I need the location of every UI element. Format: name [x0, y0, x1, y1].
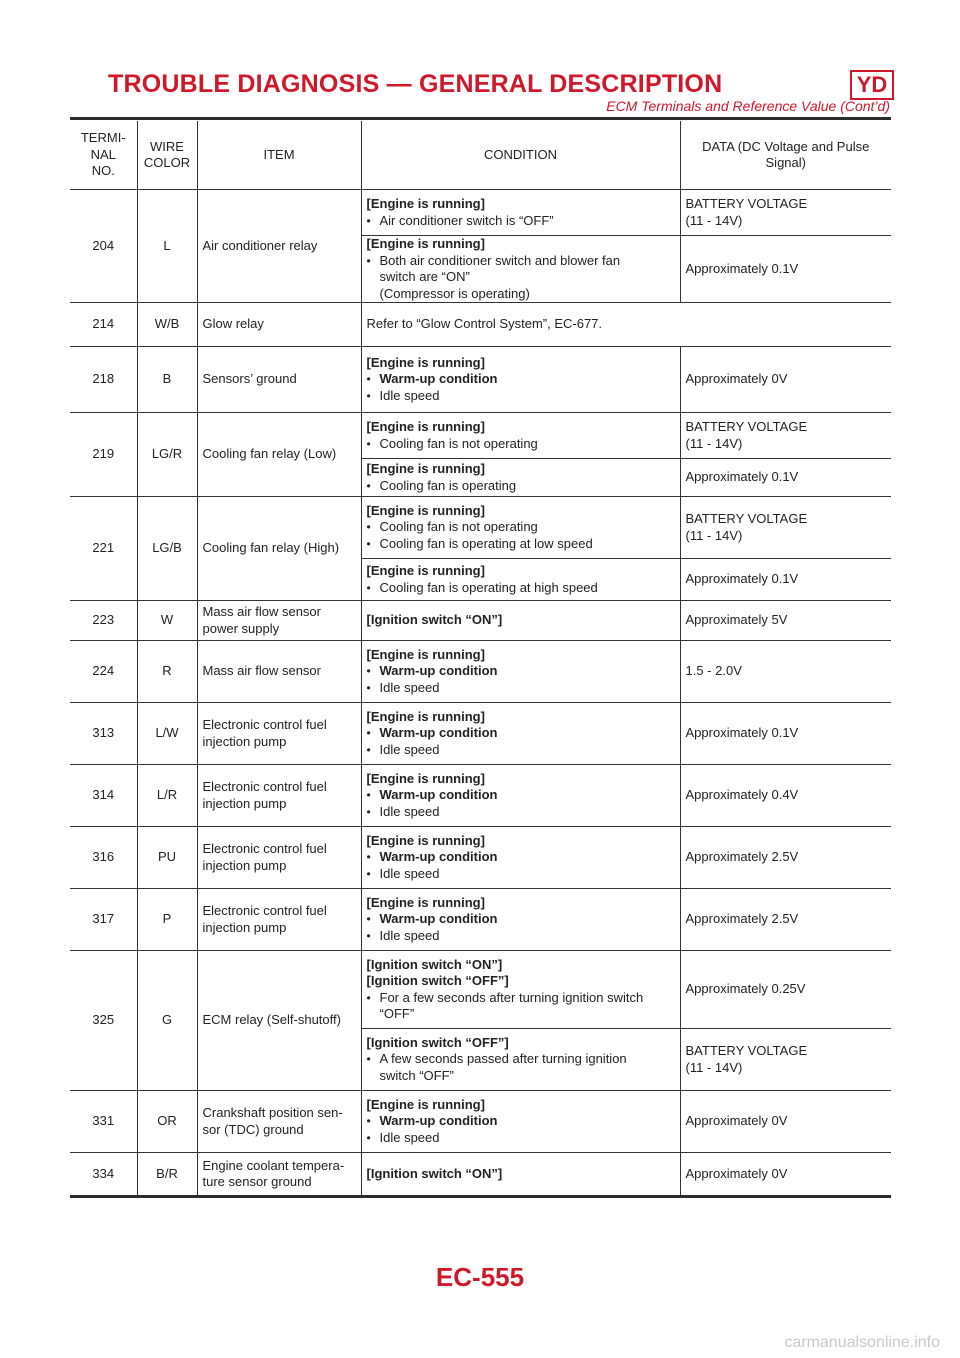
- wire-color: LG/B: [137, 497, 197, 601]
- condition-title: [Engine is running]: [366, 708, 485, 724]
- condition-cell: [361, 641, 680, 703]
- bullet-icon: •: [366, 990, 371, 1005]
- column-header-condition: CONDITION: [361, 121, 680, 190]
- condition-text: Cooling fan is operating: [379, 477, 517, 493]
- condition-bullet: [367, 1051, 675, 1084]
- condition-bullet: [367, 371, 675, 388]
- terminal-number: 204: [70, 190, 137, 303]
- header-rule: [70, 117, 891, 120]
- condition-title: [Ignition switch “ON”]: [366, 612, 503, 628]
- condition-text: Warm-up condition: [379, 787, 498, 803]
- terminal-number: 316: [70, 827, 137, 889]
- condition-text: Warm-up condition: [379, 663, 498, 679]
- condition-text: Idle speed: [379, 865, 440, 881]
- bullet-icon: •: [366, 536, 371, 551]
- condition-cell: [361, 827, 680, 889]
- condition-bullet: [367, 663, 675, 680]
- data-value: Approximately 0.1V: [680, 459, 891, 497]
- wire-color: L/R: [137, 765, 197, 827]
- item-name: ECM relay (Self-shutoff): [197, 951, 361, 1091]
- page-number: EC-555: [435, 1262, 525, 1292]
- condition-title: [Engine is running]: [366, 461, 485, 476]
- condition-title: [Engine is running]: [366, 502, 485, 518]
- condition-bullet: [367, 990, 675, 1023]
- condition-bullet: [367, 804, 675, 821]
- condition-cell: [361, 765, 680, 827]
- condition-cell: [361, 601, 680, 641]
- data-value: Approximately 0.4V: [680, 765, 891, 827]
- bullet-icon: •: [366, 726, 371, 741]
- condition-title: [Engine is running]: [366, 354, 485, 370]
- condition-bullet: [367, 787, 675, 804]
- item-name: Electronic control fuel injection pump: [197, 889, 361, 951]
- condition-bullet: [367, 866, 675, 883]
- bullet-icon: •: [366, 680, 371, 695]
- data-value: Approximately 0.25V: [680, 951, 891, 1029]
- table-header-row: [70, 121, 891, 190]
- condition-bullet: [367, 1130, 675, 1147]
- table-row: [70, 703, 891, 765]
- terminal-number: 218: [70, 347, 137, 413]
- page-subtitle: ECM Terminals and Reference Value (Cont’d): [606, 98, 890, 114]
- bullet-icon: •: [366, 850, 371, 865]
- bullet-icon: •: [366, 478, 371, 493]
- wire-color: L: [137, 190, 197, 303]
- data-value: Approximately 0V: [680, 1091, 891, 1153]
- watermark: carmanualsonline.info: [784, 1334, 940, 1351]
- terminal-number: 219: [70, 413, 137, 497]
- condition-text: Idle speed: [379, 803, 440, 819]
- condition-bullet: [367, 1113, 675, 1130]
- condition-text: Warm-up condition: [379, 849, 498, 865]
- item-name: Crankshaft position sen- sor (TDC) ground: [197, 1091, 361, 1153]
- bullet-icon: •: [366, 372, 371, 387]
- terminal-number: 317: [70, 889, 137, 951]
- table-row: [70, 190, 891, 236]
- data-value: Approximately 2.5V: [680, 889, 891, 951]
- condition-bullet: [367, 928, 675, 945]
- bullet-icon: •: [366, 1052, 371, 1067]
- bullet-icon: •: [366, 804, 371, 819]
- condition-bullet: [367, 536, 675, 553]
- condition-title: [Engine is running]: [366, 770, 485, 786]
- item-name: Cooling fan relay (High): [197, 497, 361, 601]
- condition-title: [Engine is running]: [366, 894, 485, 910]
- condition-cell: [361, 889, 680, 951]
- page-header: [0, 58, 960, 122]
- condition-cell: [361, 236, 680, 303]
- table-row: [70, 951, 891, 1029]
- terminal-number: 223: [70, 601, 137, 641]
- bullet-icon: •: [366, 664, 371, 679]
- condition-title: [Engine is running]: [366, 563, 485, 578]
- condition-cell: [361, 951, 680, 1029]
- engine-badge: YD: [850, 70, 894, 100]
- table-row: [70, 413, 891, 459]
- condition-bullet: [367, 849, 675, 866]
- condition-text: For a few seconds after turning ignition switch “OFF”: [379, 989, 644, 1021]
- page-title: TROUBLE DIAGNOSIS — GENERAL DESCRIPTION: [108, 70, 723, 98]
- condition-text: Warm-up condition: [379, 725, 498, 741]
- column-header-item: ITEM: [197, 121, 361, 190]
- condition-bullet: [367, 388, 675, 405]
- bullet-icon: •: [366, 213, 371, 228]
- data-value: Approximately 0.1V: [680, 559, 891, 601]
- condition-title: [Engine is running]: [366, 1096, 485, 1112]
- item-name: Glow relay: [197, 303, 361, 347]
- terminal-number: 325: [70, 951, 137, 1091]
- condition-bullet: [367, 580, 675, 597]
- table-row: [70, 765, 891, 827]
- item-name: Electronic control fuel injection pump: [197, 765, 361, 827]
- data-value: Approximately 0.1V: [680, 236, 891, 303]
- condition-text: Idle speed: [379, 927, 440, 943]
- condition-bullet: [367, 725, 675, 742]
- item-name: Air conditioner relay: [197, 190, 361, 303]
- condition-cell: [361, 1029, 680, 1091]
- condition-title: [Ignition switch “ON”]: [366, 1165, 503, 1181]
- bullet-icon: •: [366, 520, 371, 535]
- item-name: Mass air flow sensor power supply: [197, 601, 361, 641]
- data-value: Approximately 2.5V: [680, 827, 891, 889]
- reference-note: Refer to “Glow Control System”, EC-677.: [361, 303, 891, 347]
- condition-text: Warm-up condition: [379, 911, 498, 927]
- condition-text: Cooling fan is operating at low speed: [379, 535, 593, 551]
- wire-color: R: [137, 641, 197, 703]
- wire-color: W/B: [137, 303, 197, 347]
- wire-color: W: [137, 601, 197, 641]
- table-row: [70, 601, 891, 641]
- data-value: Approximately 0V: [680, 1153, 891, 1197]
- wire-color: PU: [137, 827, 197, 889]
- condition-cell: [361, 413, 680, 459]
- bullet-icon: •: [366, 253, 371, 268]
- condition-cell: [361, 459, 680, 497]
- condition-title: [Ignition switch “OFF”]: [366, 1034, 509, 1050]
- terminal-table: [70, 121, 891, 1198]
- bullet-icon: •: [366, 788, 371, 803]
- bullet-icon: •: [366, 1130, 371, 1145]
- wire-color: P: [137, 889, 197, 951]
- terminal-number: 221: [70, 497, 137, 601]
- item-name: Cooling fan relay (Low): [197, 413, 361, 497]
- table-row: [70, 347, 891, 413]
- bullet-icon: •: [366, 436, 371, 451]
- condition-cell: [361, 497, 680, 559]
- condition-bullet: [367, 478, 675, 495]
- condition-bullet: [367, 213, 675, 230]
- wire-color: G: [137, 951, 197, 1091]
- table-row: [70, 1153, 891, 1197]
- bullet-icon: •: [366, 388, 371, 403]
- table-row: [70, 641, 891, 703]
- wire-color: B: [137, 347, 197, 413]
- condition-text: Cooling fan is not operating: [379, 519, 538, 535]
- column-header-data: DATA (DC Voltage and Pulse Signal): [680, 121, 891, 190]
- bullet-icon: •: [366, 928, 371, 943]
- data-value: BATTERY VOLTAGE (11 - 14V): [680, 1029, 891, 1091]
- table-row: [70, 497, 891, 559]
- condition-bullet: [367, 519, 675, 536]
- item-name: Sensors’ ground: [197, 347, 361, 413]
- condition-text: Warm-up condition: [379, 1113, 498, 1129]
- condition-title: [Engine is running]: [366, 196, 485, 211]
- condition-text: Idle speed: [379, 679, 440, 695]
- terminal-number: 224: [70, 641, 137, 703]
- condition-cell: [361, 1091, 680, 1153]
- item-name: Mass air flow sensor: [197, 641, 361, 703]
- terminal-table-wrapper: [70, 121, 891, 1198]
- table-row: [70, 1091, 891, 1153]
- item-name: Electronic control fuel injection pump: [197, 827, 361, 889]
- data-value: Approximately 0.1V: [680, 703, 891, 765]
- terminal-number: 331: [70, 1091, 137, 1153]
- column-header-wire-color: WIRE COLOR: [137, 121, 197, 190]
- table-row: [70, 827, 891, 889]
- condition-text: Idle speed: [379, 387, 440, 403]
- condition-text: Warm-up condition: [379, 371, 498, 387]
- bullet-icon: •: [366, 580, 371, 595]
- condition-bullet: [367, 436, 675, 453]
- condition-title: [Engine is running]: [366, 419, 485, 434]
- table-body: [70, 190, 891, 1197]
- terminal-number: 214: [70, 303, 137, 347]
- condition-title: [Engine is running]: [366, 832, 485, 848]
- table-row: [70, 889, 891, 951]
- condition-bullet: [367, 911, 675, 928]
- data-value: BATTERY VOLTAGE (11 - 14V): [680, 190, 891, 236]
- data-value: BATTERY VOLTAGE (11 - 14V): [680, 497, 891, 559]
- condition-title: [Engine is running]: [366, 646, 485, 662]
- condition-cell: [361, 347, 680, 413]
- item-name: Electronic control fuel injection pump: [197, 703, 361, 765]
- wire-color: B/R: [137, 1153, 197, 1197]
- bullet-icon: •: [366, 912, 371, 927]
- condition-cell: [361, 190, 680, 236]
- table-row: [70, 303, 891, 347]
- condition-text: A few seconds passed after turning ignition switch “OFF”: [379, 1051, 627, 1083]
- condition-title: [Engine is running]: [366, 236, 485, 251]
- column-header-terminal: TERMI- NAL NO.: [70, 121, 137, 190]
- condition-text: Idle speed: [379, 741, 440, 757]
- condition-title: [Ignition switch “ON”] [Ignition switch “OFF”]: [366, 956, 509, 988]
- condition-cell: [361, 559, 680, 601]
- terminal-number: 313: [70, 703, 137, 765]
- terminal-number: 334: [70, 1153, 137, 1197]
- terminal-number: 314: [70, 765, 137, 827]
- bullet-icon: •: [366, 866, 371, 881]
- condition-text: Air conditioner switch is “OFF”: [379, 212, 554, 228]
- condition-cell: [361, 1153, 680, 1197]
- condition-text: Cooling fan is not operating: [379, 435, 538, 451]
- item-name: Engine coolant tempera- ture sensor ground: [197, 1153, 361, 1197]
- bullet-icon: •: [366, 742, 371, 757]
- data-value: Approximately 5V: [680, 601, 891, 641]
- condition-bullet: [367, 742, 675, 759]
- data-value: 1.5 - 2.0V: [680, 641, 891, 703]
- wire-color: LG/R: [137, 413, 197, 497]
- data-value: BATTERY VOLTAGE (11 - 14V): [680, 413, 891, 459]
- wire-color: OR: [137, 1091, 197, 1153]
- condition-cell: [361, 703, 680, 765]
- condition-text: Idle speed: [379, 1129, 440, 1145]
- wire-color: L/W: [137, 703, 197, 765]
- condition-bullet: [367, 680, 675, 697]
- condition-bullet: [367, 253, 675, 303]
- bullet-icon: •: [366, 1114, 371, 1129]
- condition-text: Cooling fan is operating at high speed: [379, 579, 598, 595]
- data-value: Approximately 0V: [680, 347, 891, 413]
- condition-text: Both air conditioner switch and blower fan switch are “ON” (Compressor is operating): [379, 252, 621, 301]
